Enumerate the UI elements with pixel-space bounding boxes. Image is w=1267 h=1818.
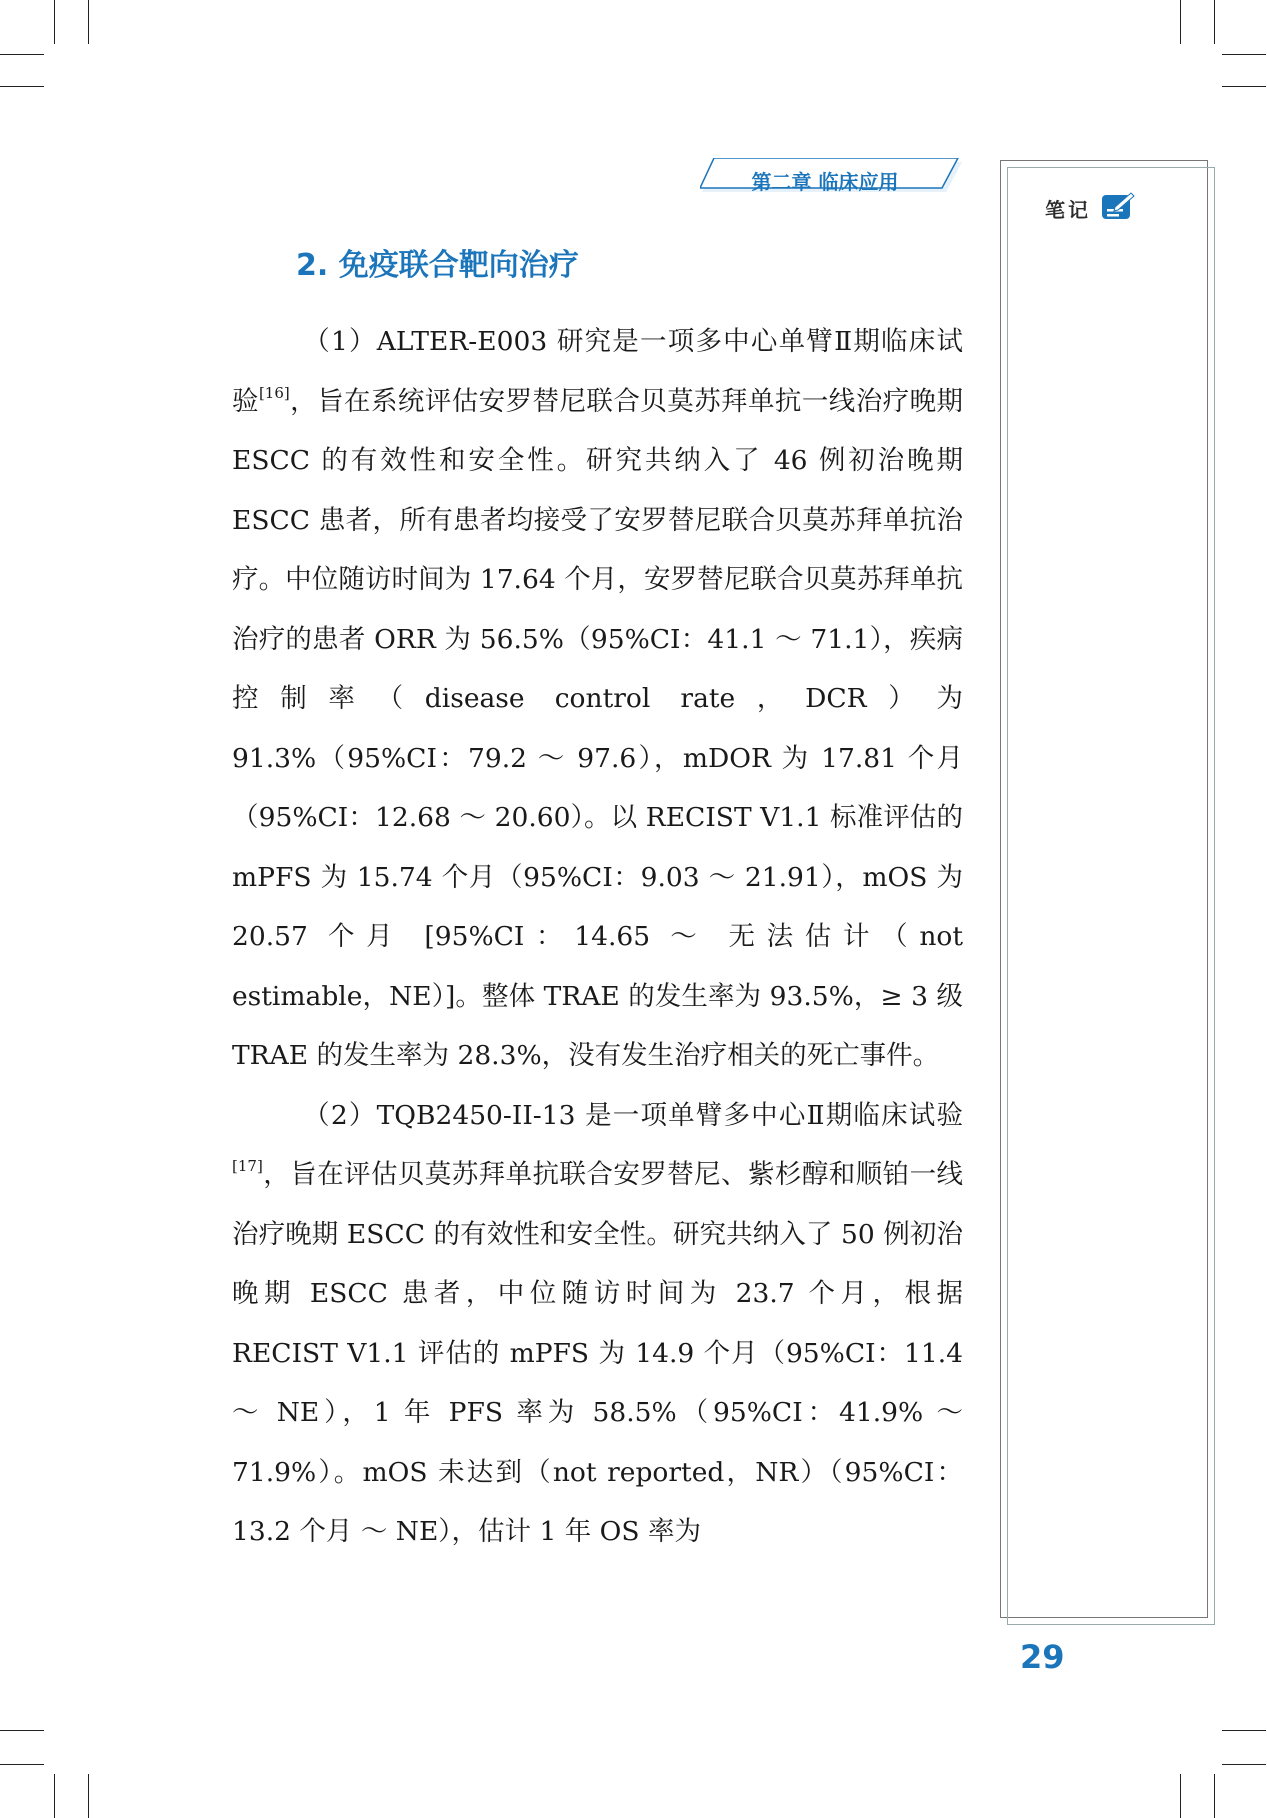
paragraph-1-text: ，旨在系统评估安罗替尼联合贝莫苏拜单抗一线治疗晚期 ESCC 的有效性和安全性。研究共纳入了 46 例初治晚期 ESCC 患者，所有患者均接受了安罗替尼联合贝莫苏拜单抗治疗。中位随访时间为 17.64 个月，安罗替尼联合贝莫苏拜单抗治疗的患者 ORR 为 56.5%（95%CI：41.1 ～ 71.1），疾病控制率（disease control rate，DCR）为 91.3%（95%CI：79.2 ～ 97.6），mDOR 为 17.81 个月（95%CI：12.68 ～ 20.60）。以 RECIST V1.1 标准评估的 mPFS 为 15.74 个月（95%CI：9.03 ～ 21.91），mOS 为 20.57 个月 [95%CI：14.65 ～ 无法估计（not estimable，NE）]。整体 TRAE 的发生率为 93.5%，≥ 3 级 TRAE 的发生率为 28.3%，没有发生治疗相关的死亡事件。	[232, 385, 964, 1071]
crop-mark	[0, 54, 44, 55]
notes-header	[1045, 191, 1135, 225]
section-heading: 2. 免疫联合靶向治疗	[296, 248, 579, 283]
crop-mark	[0, 1730, 44, 1731]
crop-mark	[1222, 54, 1266, 55]
crop-mark	[0, 86, 44, 87]
crop-mark	[1214, 1774, 1215, 1818]
paragraph-1-lead: （1）ALTER-E003 研究是一项多中心单臂Ⅱ期临床试验	[232, 326, 963, 417]
page-number: 29	[1020, 1638, 1065, 1676]
crop-mark	[0, 1764, 44, 1765]
crop-mark	[1180, 0, 1181, 44]
crop-mark	[1180, 1774, 1181, 1818]
paragraph-2-lead: （2）TQB2450-II-13 是一项单臂多中心Ⅱ期临床试验	[302, 1099, 963, 1131]
crop-mark	[1222, 1730, 1266, 1731]
citation-ref-17: [17]	[232, 1157, 263, 1175]
chapter-title: 第二章 临床应用	[751, 170, 899, 194]
crop-mark	[54, 0, 55, 44]
crop-mark	[1214, 0, 1215, 44]
chapter-header-tab	[700, 158, 962, 196]
paragraph-2	[232, 1086, 963, 1562]
notebook-icon	[1101, 191, 1135, 225]
paragraph-1	[232, 312, 963, 1086]
crop-mark	[54, 1774, 55, 1818]
citation-ref-16: [16]	[258, 383, 290, 402]
paragraph-2-text: ，旨在评估贝莫苏拜单抗联合安罗替尼、紫杉醇和顺铂一线治疗晚期 ESCC 的有效性和安全性。研究共纳入了 50 例初治晚期 ESCC 患者，中位随访时间为 23.7 个月，根据 RECIST V1.1 评估的 mPFS 为 14.9 个月（95%CI：11.4 ～ NE），1 年 PFS 率为 58.5%（95%CI：41.9% ～ 71.9%）。mOS 未达到（not reported，NR）（95%CI：13.2 个月 ～ NE），估计 1 年 OS 率为	[232, 1159, 963, 1547]
crop-mark	[88, 0, 89, 44]
notes-panel	[1000, 160, 1208, 1618]
body-text	[232, 312, 963, 1562]
crop-mark	[88, 1774, 89, 1818]
crop-mark	[1222, 86, 1266, 87]
crop-mark	[1222, 1764, 1266, 1765]
notes-label: 笔记	[1045, 197, 1091, 222]
